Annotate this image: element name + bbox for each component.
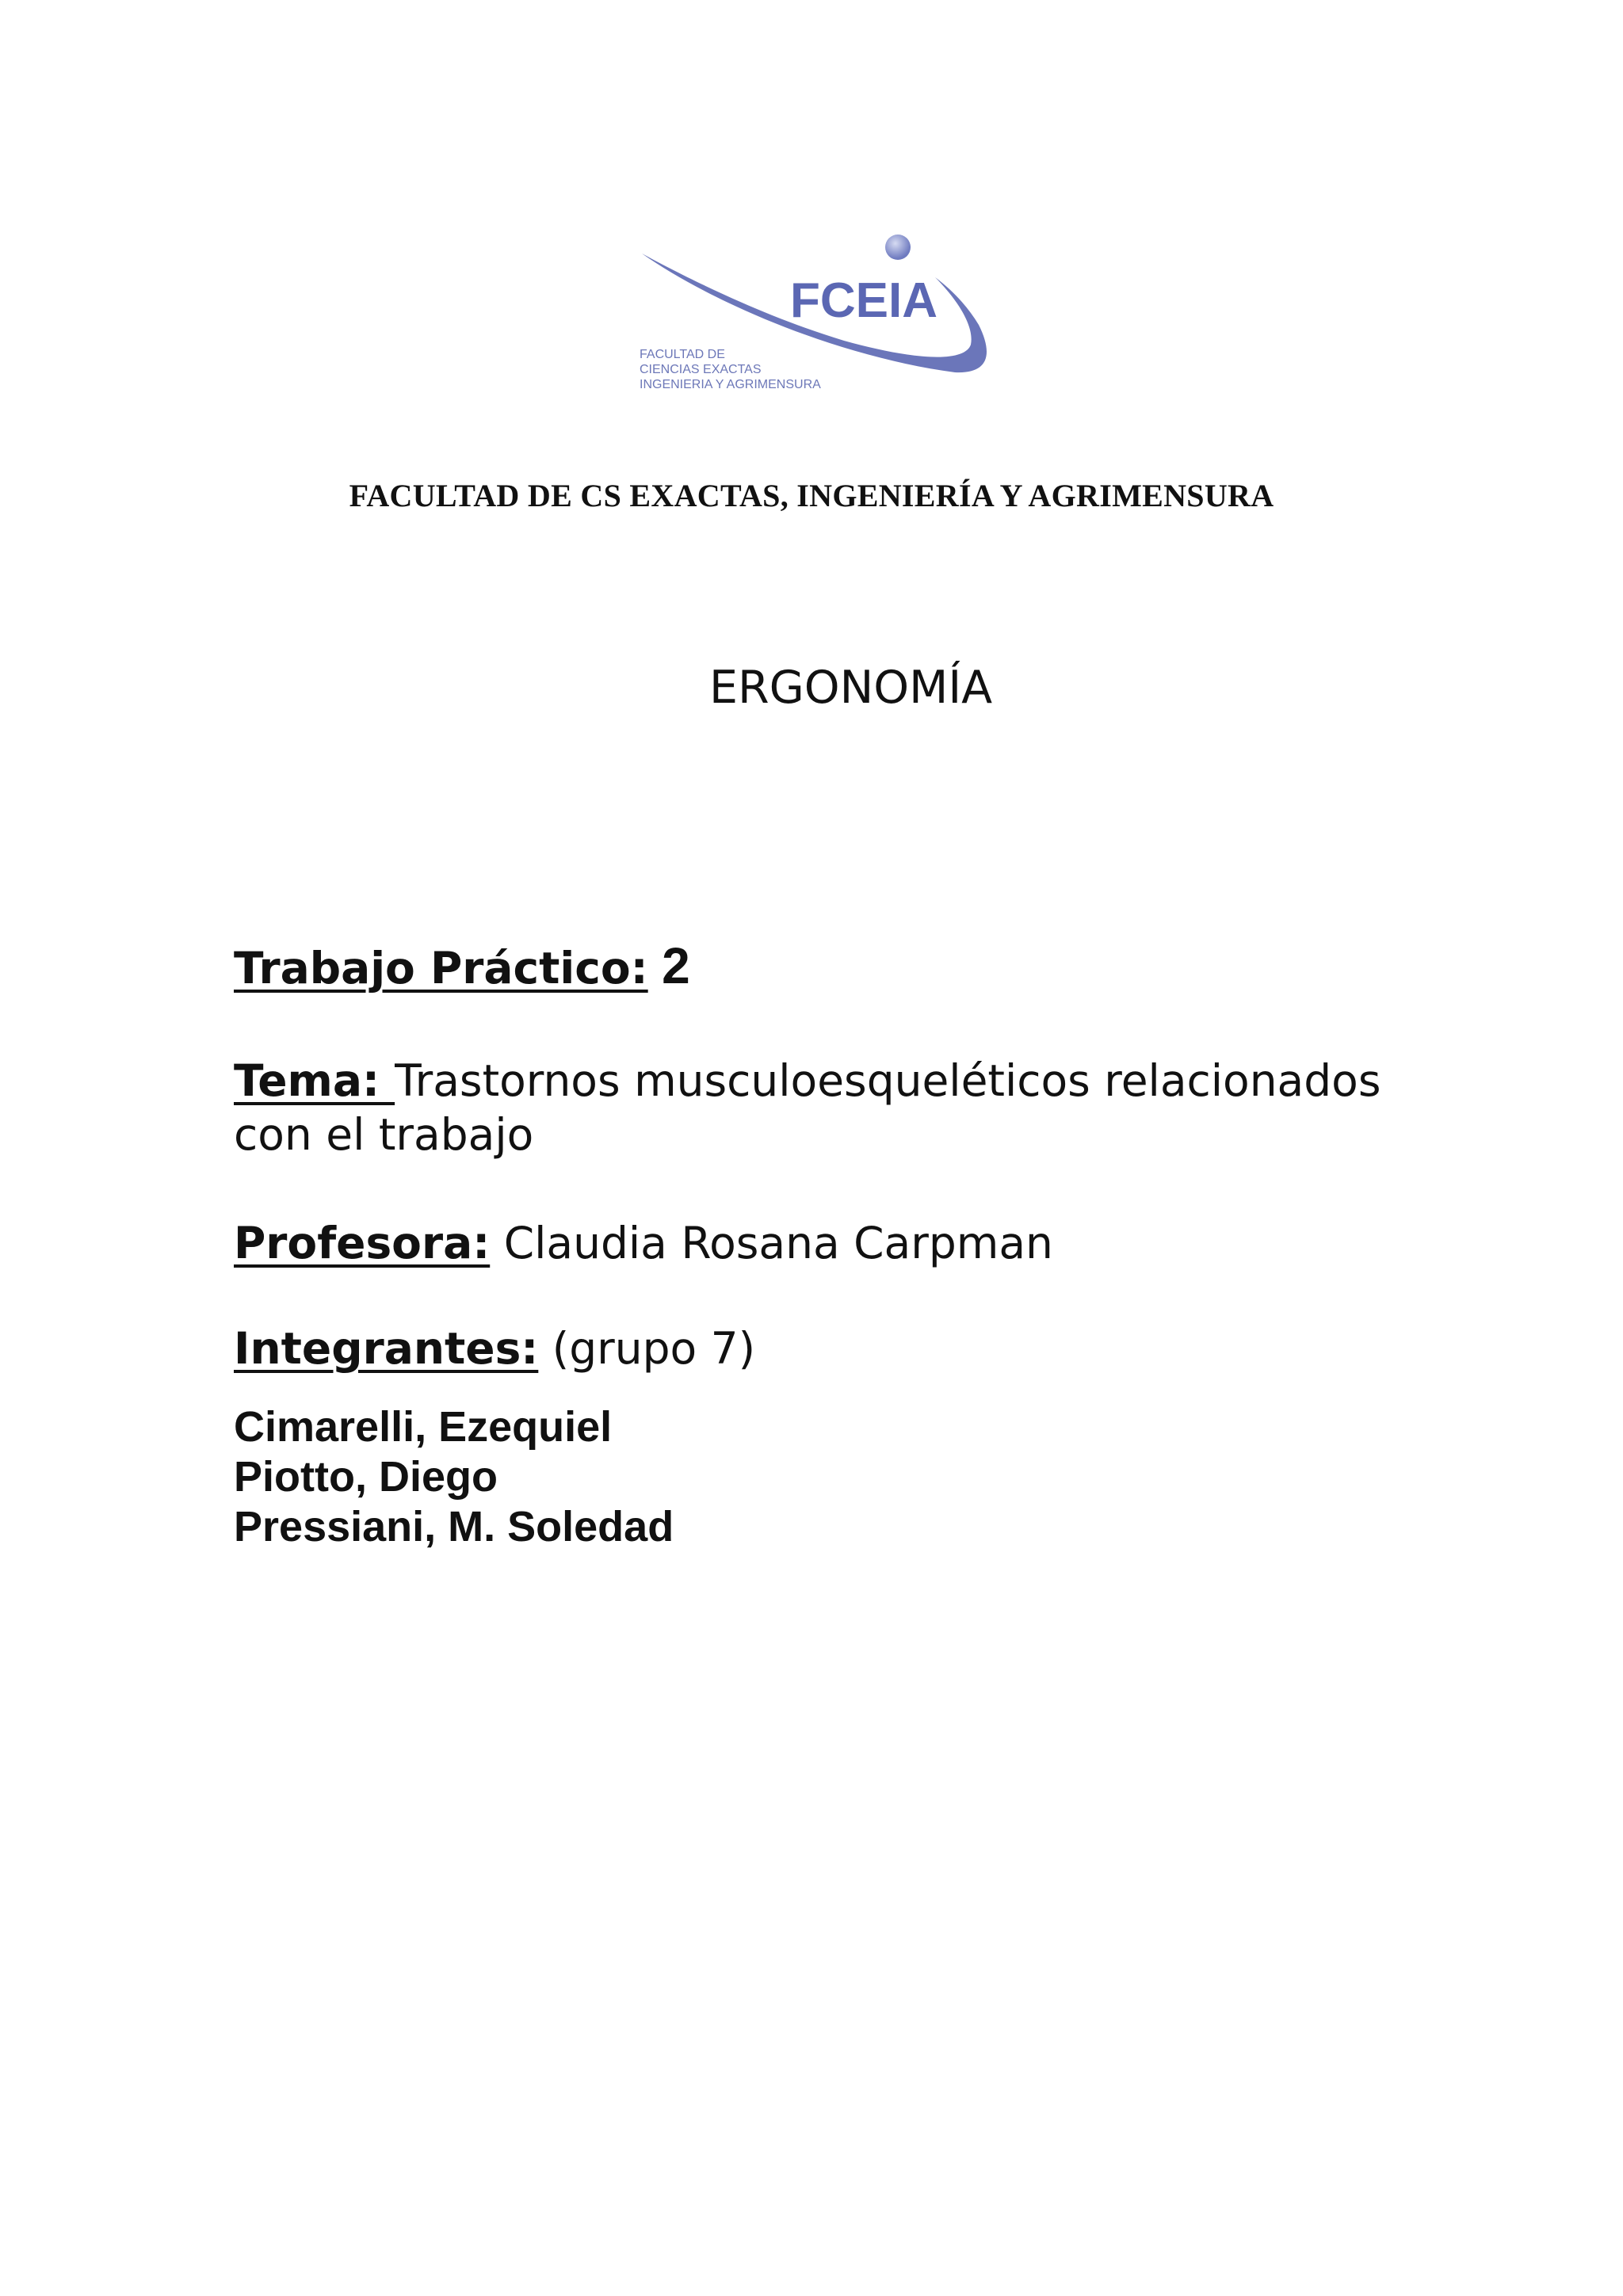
svg-text:FCEIA: FCEIA (790, 273, 938, 328)
profesora-value: Claudia Rosana Carpman (503, 1218, 1053, 1268)
integrantes-value: (grupo 7) (552, 1323, 756, 1374)
svg-text:CIENCIAS EXACTAS: CIENCIAS EXACTAS (640, 363, 762, 376)
trabajo-practico-row (234, 939, 690, 995)
faculty-name: FACULTAD DE CS EXACTAS, INGENIERÍA Y AGRIMENSURA (349, 478, 1274, 513)
member-name: Pressiani, M. Soledad (234, 1503, 674, 1550)
svg-text:INGENIERIA Y AGRIMENSURA: INGENIERIA Y AGRIMENSURA (640, 378, 821, 391)
tema-label: Tema: (234, 1055, 395, 1106)
profesora-label: Profesora: (234, 1218, 491, 1268)
integrantes-label: Integrantes: (234, 1323, 539, 1374)
member-name: Cimarelli, Ezequiel (234, 1403, 613, 1451)
members-list (234, 1402, 674, 1552)
trabajo-practico-label: Trabajo Práctico: (234, 943, 648, 994)
svg-text:FACULTAD DE: FACULTAD DE (640, 348, 725, 361)
fceia-logo-graphic (638, 230, 995, 404)
integrantes-row (234, 1322, 755, 1375)
tema-value-line2: con el trabajo (234, 1109, 534, 1160)
tema-value-line1: Trastornos musculoesqueléticos relacionados (395, 1055, 1381, 1106)
fceia-logo (638, 230, 995, 404)
subject-title: ERGONOMÍA (709, 662, 993, 714)
trabajo-practico-number: 2 (662, 937, 690, 994)
tema-row (234, 1054, 1381, 1161)
profesora-row (234, 1216, 1053, 1270)
member-name: Piotto, Diego (234, 1453, 498, 1501)
